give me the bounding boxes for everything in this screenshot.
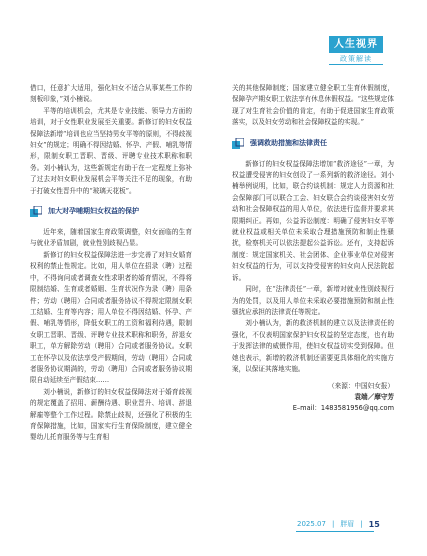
credit-source: （来源：中国妇女报） (328, 382, 394, 391)
footer-separator: | (331, 520, 335, 528)
left-paragraph-1: 借口，任意扩大适用，强化妇女不适合从事某些工作的刻板印象，”刘小楠说。 (30, 84, 192, 104)
footer-date: 2025.07 (297, 520, 326, 528)
page-number: 15 (368, 519, 380, 529)
section-heading-2 (232, 138, 394, 150)
footer-rule (296, 531, 374, 532)
footer-issue: 胖眉 (340, 520, 355, 528)
left-paragraph-4: 新修订的妇女权益保障法进一步完善了对妇女婚育权利的禁止性规定。比如，用人单位在招录（聘）过程中，不得询问或者调查女性求职者的婚育情况，不得将限制结婚、生育或者婚姻、生育状况作为录（聘）用条件；劳动（聘用）合同或者服务协议不得规定限制女职工结婚、生育等内容；用人单位不得因结婚、怀孕、产假、哺乳等情形，降低女职工的工资和福利待遇，限制女职工晋职、晋级、评聘专业技术职称和职务，辞退女职工，单方解除劳动（聘用）合同或者服务协议。女职工在怀孕以及依法享受产假期间，劳动（聘用）合同或者服务协议期满的，劳动（聘用）合同或者服务协议期限自动延续至产假结束…… (30, 250, 192, 385)
column-subtitle: 政策解读 (329, 53, 383, 65)
column-header-badge (329, 36, 383, 66)
credit-email: E–mail：1483581956@qq.com (292, 404, 394, 413)
section-bullet-icon (232, 138, 244, 150)
right-paragraph-4: 刘小楠认为，新的救济机制的建立以及法律责任的强化，不仅表明国家保护妇女权益的坚定态度，也有助于发挥法律的威慑作用，使妇女权益切实受到保障。但她也表示，新增的救济机制还需要更具体细化的实施方案，以保证其落地实施。 (232, 319, 394, 373)
right-paragraph-2: 新修订的妇女权益保障法增加“救济途径”一章，为权益遭受侵害的妇女创设了一系列新的救济途径。刘小楠举例说明，比如，联合约谈机制：规定人力资源和社会保障部门可以联合工会、妇女联合会约谈侵害妇女劳动和社会保障权益的用人单位，依法进行监督并要求其限期纠正。再如，公益诉讼制度：明确了侵害妇女平等就业权益或相关单位未采取合理措施预防和制止性骚扰，检察机关可以依法提起公益诉讼。还有，支持起诉制度：规定国家机关、社会团体、企业事业单位对侵害妇女权益的行为，可以支持受侵害的妇女向人民法院起诉。 (232, 159, 394, 282)
right-paragraph-3: 同时，在“法律责任”一章，新增对就业性别歧视行为的处罚，以及用人单位未采取必要措施预防和制止性骚扰应承担的法律责任等规定。 (232, 285, 394, 316)
right-column (232, 83, 394, 414)
left-paragraph-3: 近年来，随着国家生育政策调整，妇女面临的生育与就业矛盾加剧，就业性别歧视凸显。 (30, 228, 192, 248)
credit-author: 袁端／摩守芳 (354, 393, 394, 402)
section-bullet-icon (30, 206, 42, 218)
section-heading-1 (30, 206, 192, 218)
page-footer (297, 519, 380, 529)
left-paragraph-5: 刘小楠说，新修订的妇女权益保障法对于婚育歧视的规定覆盖了招用、薪酬待遇、职业晋升、培训、辞退解雇等整个工作过程。除禁止歧视，还强化了积极的生育保障措施，比如，国家实行生育保险制度，建立健全婴幼儿托育服务等与生育相 (30, 387, 192, 442)
left-column (30, 83, 192, 444)
column-title: 人生视界 (329, 36, 383, 53)
left-paragraph-2: 平等的培训机会，尤其是专业技能、领导力方面的培训，对于女性职业发展至关重要。新修订的妇女权益保障法新增“培训也应当坚持男女平等的原则，不得歧视妇女”的规定；明确不得因结婚、怀孕、产假、哺乳等情形，限制女职工晋职、晋级、评聘专业技术职称和职务。刘小楠认为，这些新规定有助于在一定程度上弥补了过去对妇女职业发展机会平等关注不足的现象，有助于打破女性晋升中的“玻璃天花板”。 (30, 106, 192, 195)
section-heading-1-text: 加大对孕哺期妇女权益的保护 (48, 207, 139, 216)
section-heading-2-text: 强调救助措施和法律责任 (250, 138, 327, 147)
right-paragraph-1: 关的其他保障制度；国家建立健全职工生育休假制度，保障孕产期女职工依法享有休息休假权益。“这些规定体现了对生育社会价值的肯定，有助于促进国家生育政策落实，以及妇女劳动和社会保障权益的实现。” (232, 84, 394, 127)
article-credit (232, 381, 394, 414)
footer-separator: | (360, 520, 363, 528)
